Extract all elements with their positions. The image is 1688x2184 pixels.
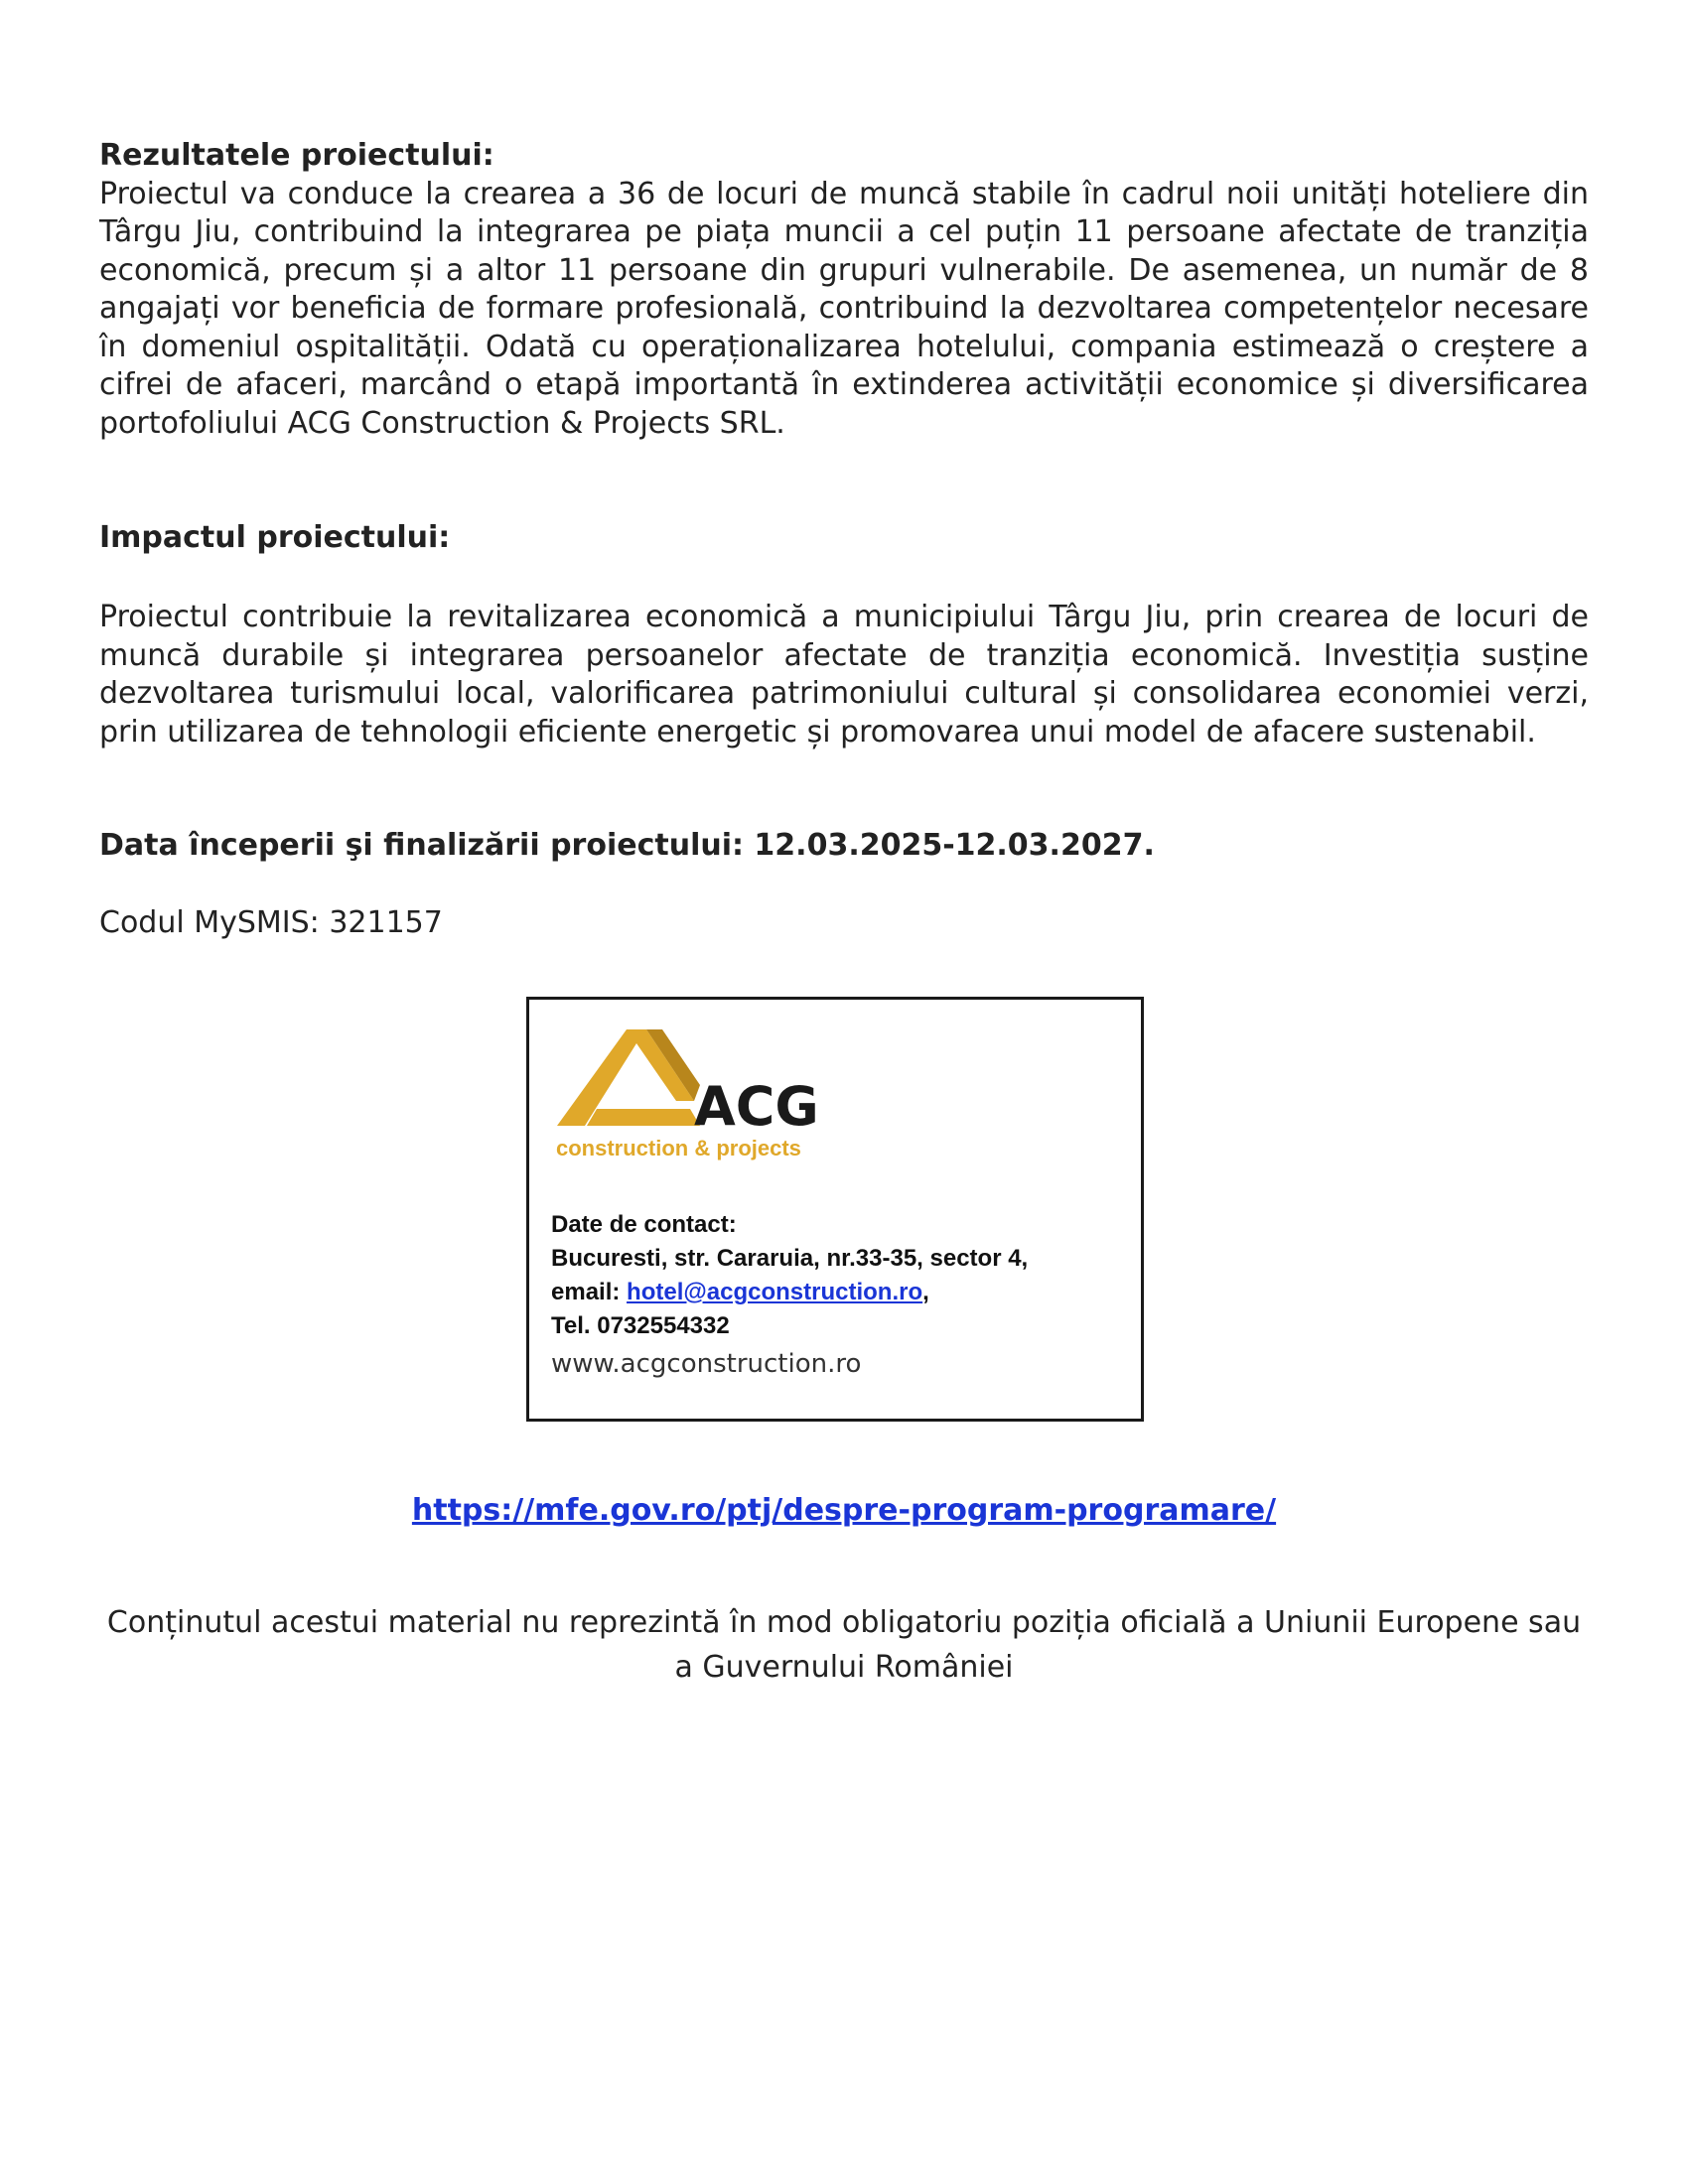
contact-website: www.acgconstruction.ro bbox=[551, 1349, 862, 1379]
email-label: email: bbox=[551, 1279, 628, 1305]
logo-base-shape bbox=[587, 1109, 700, 1126]
acg-logo bbox=[555, 1022, 873, 1170]
gov-link-line bbox=[0, 1491, 1688, 1531]
contact-title: Date de contact: bbox=[551, 1211, 737, 1238]
contact-email-line bbox=[551, 1276, 1127, 1309]
disclaimer: Conținutul acestui material nu reprezintă în mod obligatoriu poziția oficială a Uniunii Europene sau a Guvernului României bbox=[106, 1605, 1582, 1685]
email-link[interactable]: hotel@acgconstruction.ro bbox=[627, 1279, 923, 1305]
contact-phone: Tel. 0732554332 bbox=[551, 1312, 730, 1339]
mysmis-code: Codul MySMIS: 321157 bbox=[99, 905, 443, 940]
results-heading: Rezultatele proiectului: bbox=[99, 138, 494, 173]
impact-heading: Impactul proiectului: bbox=[99, 520, 451, 555]
project-dates: Data începerii şi finalizării proiectului: 12.03.2025-12.03.2027. bbox=[99, 828, 1155, 863]
results-section bbox=[99, 137, 1589, 443]
email-suffix: , bbox=[922, 1279, 929, 1305]
logo-subtext: construction & projects bbox=[556, 1136, 801, 1160]
contact-address: Bucuresti, str. Cararuia, nr.33-35, sector 4, bbox=[551, 1245, 1029, 1272]
contact-details bbox=[551, 1208, 1127, 1385]
results-body: Proiectul va conduce la crearea a 36 de locuri de muncă stabile în cadrul noii unități hoteliere din Târgu Jiu, contribuind la integrarea pe piața muncii a cel puțin 11 persoane afectate de tranziția economică, precum și a altor 11 persoane din grupuri vulnerabile. De asemenea, un număr de 8 angajați vor beneficia de formare profesională, contribuind la dezvoltarea competențelor necesare în domeniul ospitalității. Odată cu operaționalizarea hotelului, compania estimează o creștere a cifrei de afaceri, marcând o etapă importantă în extinderea activității economice și diversificarea portofoliului ACG Construction & Projects SRL. bbox=[99, 176, 1589, 441]
gov-program-link[interactable]: https://mfe.gov.ro/ptj/despre-program-programare/ bbox=[411, 1493, 1277, 1528]
logo-text: ACG bbox=[694, 1075, 819, 1138]
impact-body: Proiectul contribuie la revitalizarea economică a municipiului Târgu Jiu, prin crearea de locuri de muncă durabile și integrarea persoanelor afectate de tranziția economică. Investiția susține dezvoltarea turismului local, valorificarea patrimoniului cultural și consolidarea economiei verzi, prin utilizarea de tehnologii eficiente energetic și promovarea unui model de afacere sustenabil. bbox=[99, 600, 1589, 750]
contact-box bbox=[526, 997, 1144, 1422]
